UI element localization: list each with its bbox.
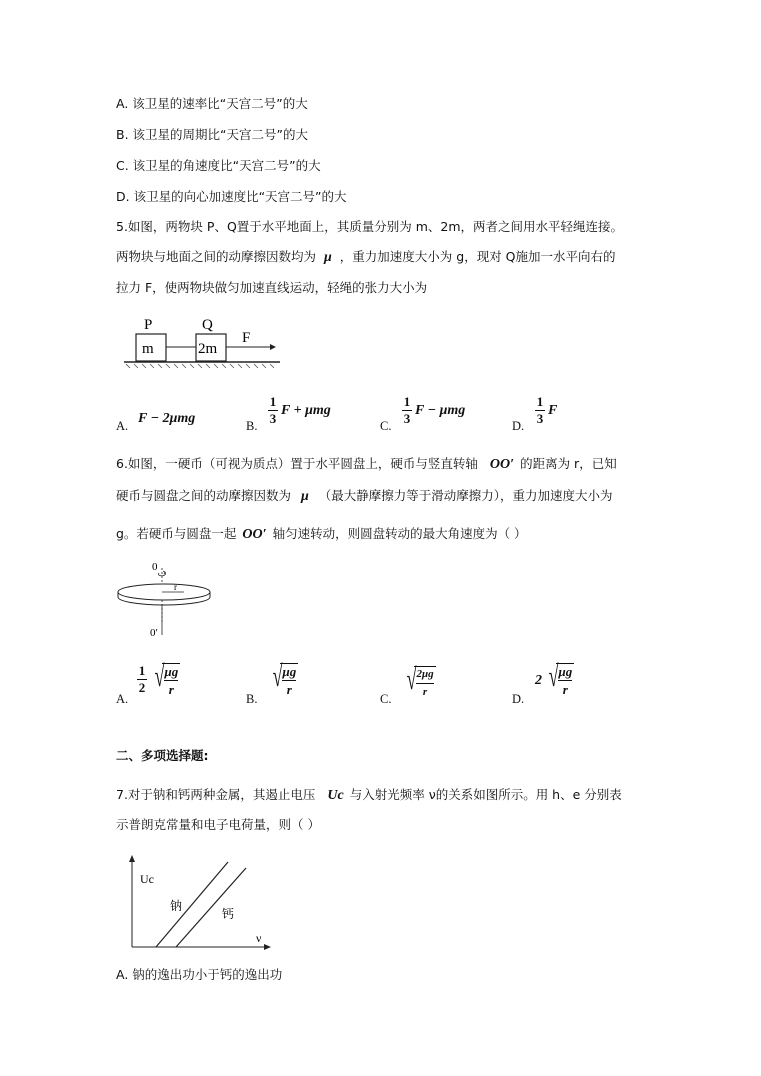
x-axis-label: ν [256,931,262,945]
q6-option-c-sqrt: √ 2μg r [406,663,434,698]
q6-option-b-den: r [286,682,292,697]
q5-option-c-den: 3 [403,411,411,426]
q6-line2 [116,488,613,505]
q6-option-b-sqrt: √ μg r [272,660,297,697]
radius-label: r [174,582,177,592]
q6-option-a-label: A. [116,692,129,706]
q5-option-a-expr: F − 2μmg [138,411,196,426]
calcium-label: 钙 [222,907,235,921]
q5-option-d-den: 3 [536,411,544,426]
axis-top-label: 0 [152,561,158,573]
q6-mu-symbol: μ [301,489,309,504]
q5-option-d-num: 1 [536,394,544,409]
q5-option-c-expr: F − μmg [415,403,466,418]
q6-line3 [116,526,527,543]
q6-option-c-num: 2μg [416,668,434,680]
q6-axis-symbol: OO′ [489,457,515,472]
q6-option-a-coef [137,664,147,695]
q5-option-b-label: B. [246,419,258,433]
q7-line1-a: 7.对于钠和钙两种金属，其遏止电压 [116,787,316,802]
q5-line2 [116,249,616,266]
q5-option-b-den: 3 [269,411,277,426]
q5-mu-symbol: μ [324,250,332,265]
q6-figure [112,560,222,640]
q5-line2-b: ，重力加速度大小为 g，现对 Q施加一水平向右的 [339,249,616,264]
q6-option-d-num: μg [558,664,573,679]
q6-option-b-label: B. [246,692,258,706]
q7-line2: 示普朗克常量和电子电荷量，则（ ） [116,817,320,832]
q6-line1 [116,456,617,473]
q5-option-a-label: A. [116,419,129,433]
block-q-mass: 2m [198,341,218,357]
q6-option-a-sqrt: √ μg r [154,660,179,697]
q7-uc-symbol: Uc [327,788,344,803]
q5-option-b-num: 1 [269,394,277,409]
q6-option-d-label: D. [512,692,525,706]
y-axis-label: Uc [140,872,154,886]
block-p-mass: m [142,341,154,357]
calcium-line [176,868,246,947]
q4-option-a: A. 该卫星的速率比“天宫二号”的大 [116,96,308,111]
q7-option-a: A. 钠的逸出功小于钙的逸出功 [116,967,283,982]
q6-option-c-label: C. [380,692,392,706]
q6-line1-a: 6.如图，一硬币（可视为质点）置于水平圆盘上，硬币与竖直转轴 [116,456,478,471]
force-label: F [242,330,251,346]
sodium-line [156,862,228,947]
q6-option-a-num: μg [164,664,179,679]
q6-line2-b: （最大静摩擦力等于滑动摩擦力），重力加速度大小为 [318,488,613,503]
q5-option-d-expr: F [548,403,558,418]
q4-option-c: C. 该卫星的角速度比“天宫二号”的大 [116,158,321,173]
q6-line2-a: 硬币与圆盘之间的动摩擦因数为 [116,488,292,503]
sodium-label: 钠 [170,899,183,913]
q6-line3-b: 轴匀速转动，则圆盘转动的最大角速度为（ ） [272,526,527,541]
axis-bottom-label: 0′ [150,627,158,639]
q6-option-a-coef-num: 1 [138,663,146,678]
q6-option-a-den: r [168,682,174,697]
block-p-label: P [144,317,153,333]
section2-title: 二、多项选择题: [116,748,209,763]
q6-option-c-den: r [422,686,428,698]
q5-line3: 拉力 F，使两物块做匀加速直线运动，轻绳的张力大小为 [116,280,428,295]
q6-option-d-den: r [562,682,568,697]
q5-option-d-frac [535,395,545,426]
q5-option-c-label: C. [380,419,392,433]
q5-option-c-frac [402,395,412,426]
q7-figure [118,852,278,952]
q6-line3-a: g。若硬币与圆盘一起 [116,526,237,541]
q6-line1-b: 的距离为 r，已知 [520,456,617,471]
q4-option-b: B. 该卫星的周期比“天宫二号”的大 [116,127,308,142]
q5-option-d-label: D. [512,419,525,433]
q5-line2-a: 两物块与地面之间的动摩擦因数均为 [116,249,317,264]
block-q-label: Q [202,317,213,333]
q7-line1-b: 与入射光频率 ν的关系如图所示。用 h、e 分别表 [349,787,622,802]
q6-option-b-num: μg [282,664,297,679]
q7-line1 [116,787,622,804]
q5-option-c-num: 1 [403,394,411,409]
q6-option-a-coef-den: 2 [138,680,146,695]
q6-axis-symbol-2: OO′ [242,527,267,542]
q5-option-b-expr: F + μmg [281,403,331,418]
q6-option-d-coef: 2 [535,673,542,688]
q5-line1: 5.如图，两物块 P、Q置于水平地面上，其质量分别为 m、2m，两者之间用水平轻绳连接。 [116,219,624,234]
q5-option-b-frac [268,395,278,426]
q4-option-d: D. 该卫星的向心加速度比“天宫二号”的大 [116,189,347,204]
q6-option-d-sqrt: √ μg r [548,660,573,697]
q5-figure [122,312,282,372]
